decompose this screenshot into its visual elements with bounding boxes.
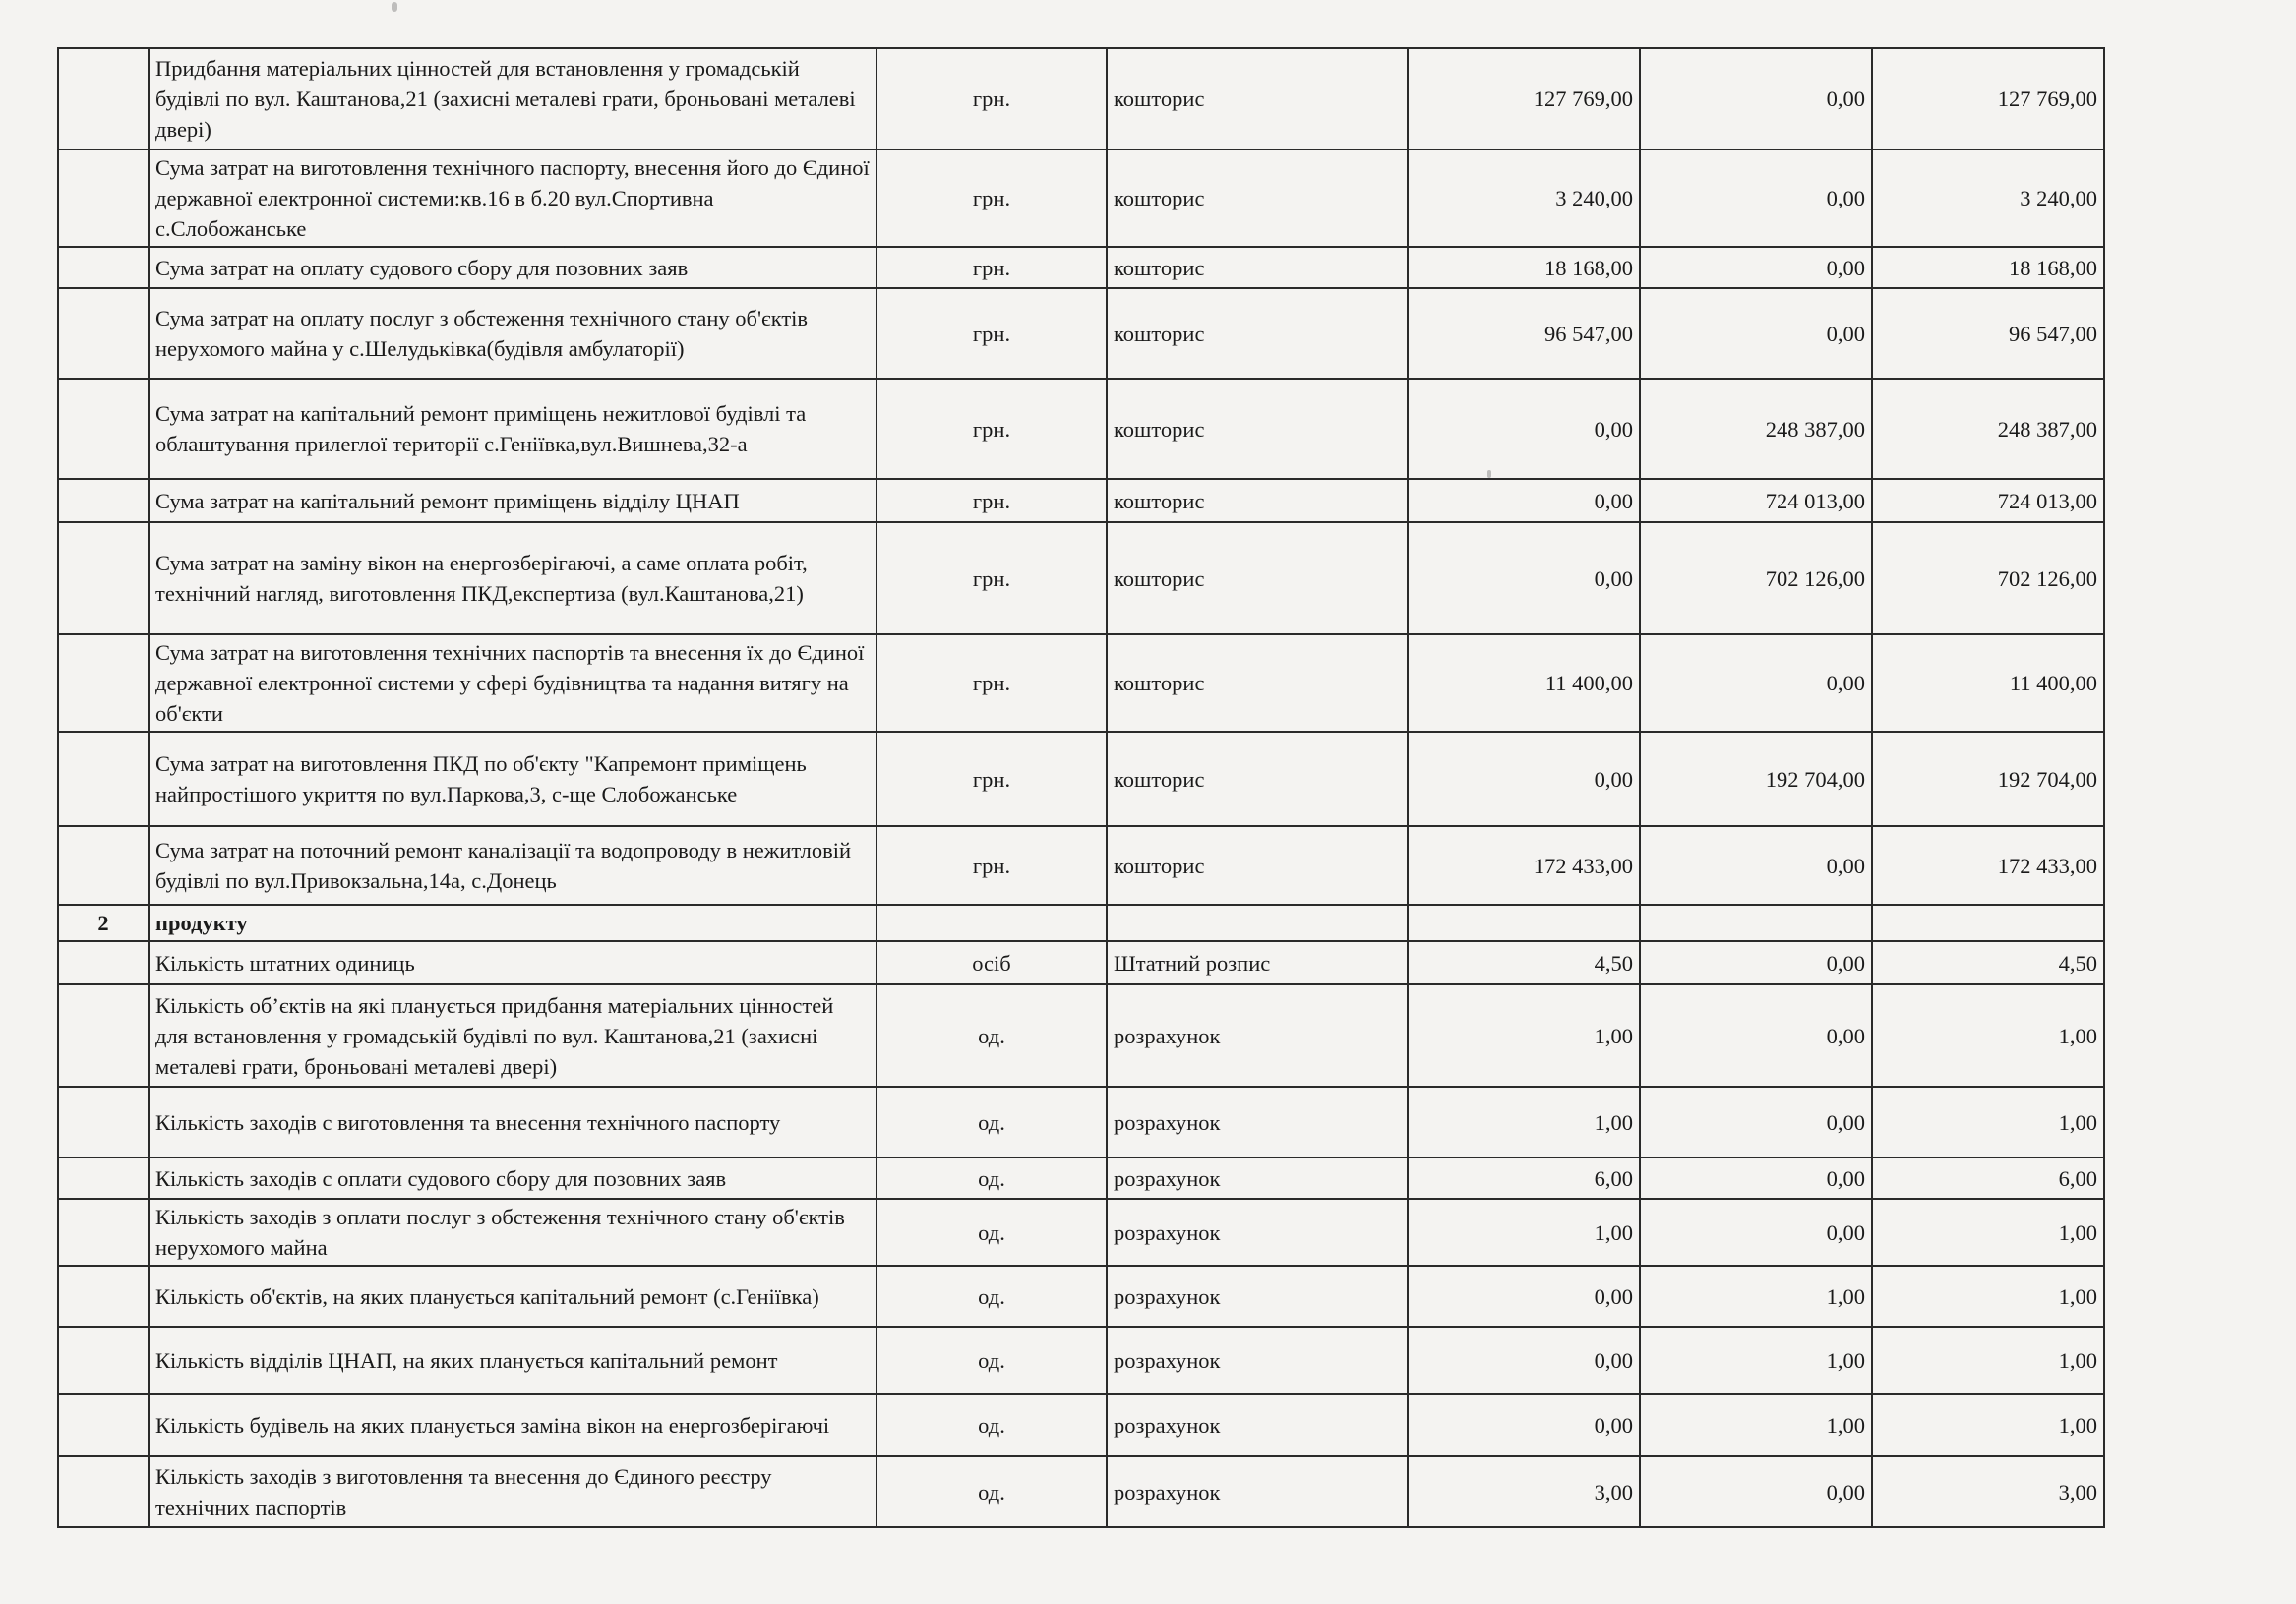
table-row <box>58 941 2104 984</box>
row-number <box>58 1327 149 1394</box>
row-number <box>58 1394 149 1456</box>
data-source: кошторис <box>1107 479 1408 522</box>
data-source: Штатний розпис <box>1107 941 1408 984</box>
total-value: 127 769,00 <box>1872 48 2104 149</box>
row-number <box>58 379 149 479</box>
general-fund-value: 4,50 <box>1408 941 1640 984</box>
data-source: кошторис <box>1107 379 1408 479</box>
indicator-name: Кількість будівель на яких планується заміна вікон на енергозберігаючі <box>149 1394 876 1456</box>
special-fund-value: 0,00 <box>1640 149 1872 247</box>
data-source: кошторис <box>1107 826 1408 905</box>
general-fund-value: 1,00 <box>1408 984 1640 1087</box>
special-fund-value: 0,00 <box>1640 48 1872 149</box>
total-value: 1,00 <box>1872 1394 2104 1456</box>
special-fund-value: 248 387,00 <box>1640 379 1872 479</box>
unit-of-measure: грн. <box>876 634 1107 732</box>
total-value: 192 704,00 <box>1872 732 2104 826</box>
row-number <box>58 288 149 379</box>
general-fund-value: 3,00 <box>1408 1456 1640 1527</box>
total-value: 3 240,00 <box>1872 149 2104 247</box>
unit-of-measure: од. <box>876 1456 1107 1527</box>
table-row <box>58 634 2104 732</box>
row-number <box>58 1158 149 1199</box>
table-row <box>58 247 2104 288</box>
indicator-name: Кількість заходів з виготовлення та внесення до Єдиного реєстру технічних паспортів <box>149 1456 876 1527</box>
table-row <box>58 826 2104 905</box>
table-row <box>58 732 2104 826</box>
row-number <box>58 1266 149 1327</box>
row-number <box>58 634 149 732</box>
data-source: розрахунок <box>1107 1158 1408 1199</box>
indicator-name: Кількість штатних одиниць <box>149 941 876 984</box>
special-fund-value: 0,00 <box>1640 288 1872 379</box>
row-number <box>58 522 149 634</box>
total-value: 11 400,00 <box>1872 634 2104 732</box>
unit-of-measure: грн. <box>876 379 1107 479</box>
table-row <box>58 48 2104 149</box>
special-fund-value: 0,00 <box>1640 1456 1872 1527</box>
row-number <box>58 479 149 522</box>
indicator-name: Кількість заходів с виготовлення та внесення технічного паспорту <box>149 1087 876 1158</box>
row-number <box>58 941 149 984</box>
special-fund-value <box>1640 905 1872 941</box>
total-value: 1,00 <box>1872 1087 2104 1158</box>
data-source: розрахунок <box>1107 1327 1408 1394</box>
general-fund-value: 0,00 <box>1408 1266 1640 1327</box>
data-source: кошторис <box>1107 288 1408 379</box>
indicator-name: продукту <box>149 905 876 941</box>
row-number <box>58 1456 149 1527</box>
general-fund-value: 0,00 <box>1408 479 1640 522</box>
row-number <box>58 732 149 826</box>
total-value: 172 433,00 <box>1872 826 2104 905</box>
unit-of-measure: грн. <box>876 48 1107 149</box>
general-fund-value: 0,00 <box>1408 1327 1640 1394</box>
table-row <box>58 1266 2104 1327</box>
total-value: 1,00 <box>1872 1199 2104 1266</box>
indicator-name: Сума затрат на капітальний ремонт приміщень відділу ЦНАП <box>149 479 876 522</box>
special-fund-value: 702 126,00 <box>1640 522 1872 634</box>
total-value: 248 387,00 <box>1872 379 2104 479</box>
indicator-name: Кількість об'єктів, на яких планується капітальний ремонт (с.Геніївка) <box>149 1266 876 1327</box>
general-fund-value <box>1408 905 1640 941</box>
data-source: розрахунок <box>1107 1456 1408 1527</box>
table-row <box>58 288 2104 379</box>
total-value: 702 126,00 <box>1872 522 2104 634</box>
indicator-name: Кількість відділів ЦНАП, на яких планується капітальний ремонт <box>149 1327 876 1394</box>
row-number <box>58 1199 149 1266</box>
data-source: кошторис <box>1107 247 1408 288</box>
special-fund-value: 1,00 <box>1640 1394 1872 1456</box>
unit-of-measure: грн. <box>876 479 1107 522</box>
data-source: розрахунок <box>1107 984 1408 1087</box>
table-body <box>58 48 2104 1527</box>
data-source: кошторис <box>1107 522 1408 634</box>
general-fund-value: 11 400,00 <box>1408 634 1640 732</box>
data-source: розрахунок <box>1107 1087 1408 1158</box>
special-fund-value: 0,00 <box>1640 1199 1872 1266</box>
table-row <box>58 1456 2104 1527</box>
table-row <box>58 1087 2104 1158</box>
unit-of-measure: грн. <box>876 522 1107 634</box>
budget-indicators-table <box>57 47 2105 1528</box>
data-source <box>1107 905 1408 941</box>
general-fund-value: 18 168,00 <box>1408 247 1640 288</box>
unit-of-measure: грн. <box>876 247 1107 288</box>
special-fund-value: 0,00 <box>1640 984 1872 1087</box>
indicator-name: Сума затрат на виготовлення технічного паспорту, внесення його до Єдиної державної електронної системи:кв.16 в б.20 вул.Спортивна с.Слобожанське <box>149 149 876 247</box>
special-fund-value: 0,00 <box>1640 1087 1872 1158</box>
data-source: розрахунок <box>1107 1266 1408 1327</box>
special-fund-value: 1,00 <box>1640 1266 1872 1327</box>
row-number <box>58 149 149 247</box>
special-fund-value: 192 704,00 <box>1640 732 1872 826</box>
unit-of-measure: од. <box>876 1327 1107 1394</box>
indicator-name: Придбання матеріальних цінностей для встановлення у громадській будівлі по вул. Каштанова,21 (захисні металеві грати, броньовані металеві двері) <box>149 48 876 149</box>
total-value: 18 168,00 <box>1872 247 2104 288</box>
unit-of-measure <box>876 905 1107 941</box>
indicator-name: Сума затрат на оплату послуг з обстеження технічного стану об'єктів нерухомого майна у с.Шелудьківка(будівля амбулаторії) <box>149 288 876 379</box>
total-value: 3,00 <box>1872 1456 2104 1527</box>
general-fund-value: 0,00 <box>1408 1394 1640 1456</box>
general-fund-value: 3 240,00 <box>1408 149 1640 247</box>
data-source: розрахунок <box>1107 1199 1408 1266</box>
special-fund-value: 1,00 <box>1640 1327 1872 1394</box>
special-fund-value: 0,00 <box>1640 247 1872 288</box>
total-value: 4,50 <box>1872 941 2104 984</box>
total-value: 96 547,00 <box>1872 288 2104 379</box>
data-source: кошторис <box>1107 732 1408 826</box>
data-source: кошторис <box>1107 48 1408 149</box>
total-value: 1,00 <box>1872 984 2104 1087</box>
total-value <box>1872 905 2104 941</box>
unit-of-measure: грн. <box>876 732 1107 826</box>
row-number <box>58 1087 149 1158</box>
indicator-name: Сума затрат на капітальний ремонт приміщень нежитлової будівлі та облаштування прилеглої території с.Геніївка,вул.Вишнева,32-а <box>149 379 876 479</box>
unit-of-measure: од. <box>876 984 1107 1087</box>
general-fund-value: 172 433,00 <box>1408 826 1640 905</box>
total-value: 6,00 <box>1872 1158 2104 1199</box>
total-value: 1,00 <box>1872 1327 2104 1394</box>
row-number <box>58 826 149 905</box>
unit-of-measure: од. <box>876 1266 1107 1327</box>
data-source: кошторис <box>1107 634 1408 732</box>
special-fund-value: 0,00 <box>1640 634 1872 732</box>
table-row <box>58 1327 2104 1394</box>
scan-speck <box>1487 470 1491 478</box>
general-fund-value: 1,00 <box>1408 1199 1640 1266</box>
unit-of-measure: од. <box>876 1199 1107 1266</box>
unit-of-measure: од. <box>876 1158 1107 1199</box>
indicator-name: Сума затрат на виготовлення ПКД по об'єкту "Капремонт приміщень найпростішого укриття по вул.Паркова,3, с-ще Слобожанське <box>149 732 876 826</box>
indicator-name: Сума затрат на оплату судового сбору для позовних заяв <box>149 247 876 288</box>
general-fund-value: 127 769,00 <box>1408 48 1640 149</box>
table-row <box>58 522 2104 634</box>
row-number: 2 <box>58 905 149 941</box>
table-row <box>58 149 2104 247</box>
table-row <box>58 1158 2104 1199</box>
indicator-name: Кількість об’єктів на які планується придбання матеріальних цінностей для встановлення у громадській будівлі по вул. Каштанова,21 (захисні металеві грати, броньовані металеві двері) <box>149 984 876 1087</box>
section-row <box>58 905 2104 941</box>
row-number <box>58 984 149 1087</box>
general-fund-value: 0,00 <box>1408 732 1640 826</box>
indicator-name: Сума затрат на заміну вікон на енергозберігаючі, а саме оплата робіт, технічний нагляд, виготовлення ПКД,експертиза (вул.Каштанова,21) <box>149 522 876 634</box>
special-fund-value: 0,00 <box>1640 1158 1872 1199</box>
unit-of-measure: грн. <box>876 826 1107 905</box>
general-fund-value: 0,00 <box>1408 522 1640 634</box>
table-row <box>58 1394 2104 1456</box>
total-value: 1,00 <box>1872 1266 2104 1327</box>
table-row <box>58 1199 2104 1266</box>
row-number <box>58 247 149 288</box>
general-fund-value: 96 547,00 <box>1408 288 1640 379</box>
indicator-name: Кількість заходів с оплати судового сбору для позовних заяв <box>149 1158 876 1199</box>
total-value: 724 013,00 <box>1872 479 2104 522</box>
indicator-name: Сума затрат на виготовлення технічних паспортів та внесення їх до Єдиної державної електронної системи у сфері будівництва та надання витягу на об'єкти <box>149 634 876 732</box>
general-fund-value: 6,00 <box>1408 1158 1640 1199</box>
table-row <box>58 984 2104 1087</box>
general-fund-value: 1,00 <box>1408 1087 1640 1158</box>
general-fund-value: 0,00 <box>1408 379 1640 479</box>
special-fund-value: 724 013,00 <box>1640 479 1872 522</box>
table-row <box>58 479 2104 522</box>
unit-of-measure: од. <box>876 1087 1107 1158</box>
indicator-name: Сума затрат на поточний ремонт каналізації та водопроводу в нежитловій будівлі по вул.Привокзальна,14а, с.Донець <box>149 826 876 905</box>
unit-of-measure: од. <box>876 1394 1107 1456</box>
scan-speck <box>392 2 397 12</box>
table-row <box>58 379 2104 479</box>
row-number <box>58 48 149 149</box>
unit-of-measure: осіб <box>876 941 1107 984</box>
unit-of-measure: грн. <box>876 149 1107 247</box>
unit-of-measure: грн. <box>876 288 1107 379</box>
data-source: розрахунок <box>1107 1394 1408 1456</box>
data-source: кошторис <box>1107 149 1408 247</box>
indicator-name: Кількість заходів з оплати послуг з обстеження технічного стану об'єктів нерухомого майна <box>149 1199 876 1266</box>
special-fund-value: 0,00 <box>1640 826 1872 905</box>
special-fund-value: 0,00 <box>1640 941 1872 984</box>
